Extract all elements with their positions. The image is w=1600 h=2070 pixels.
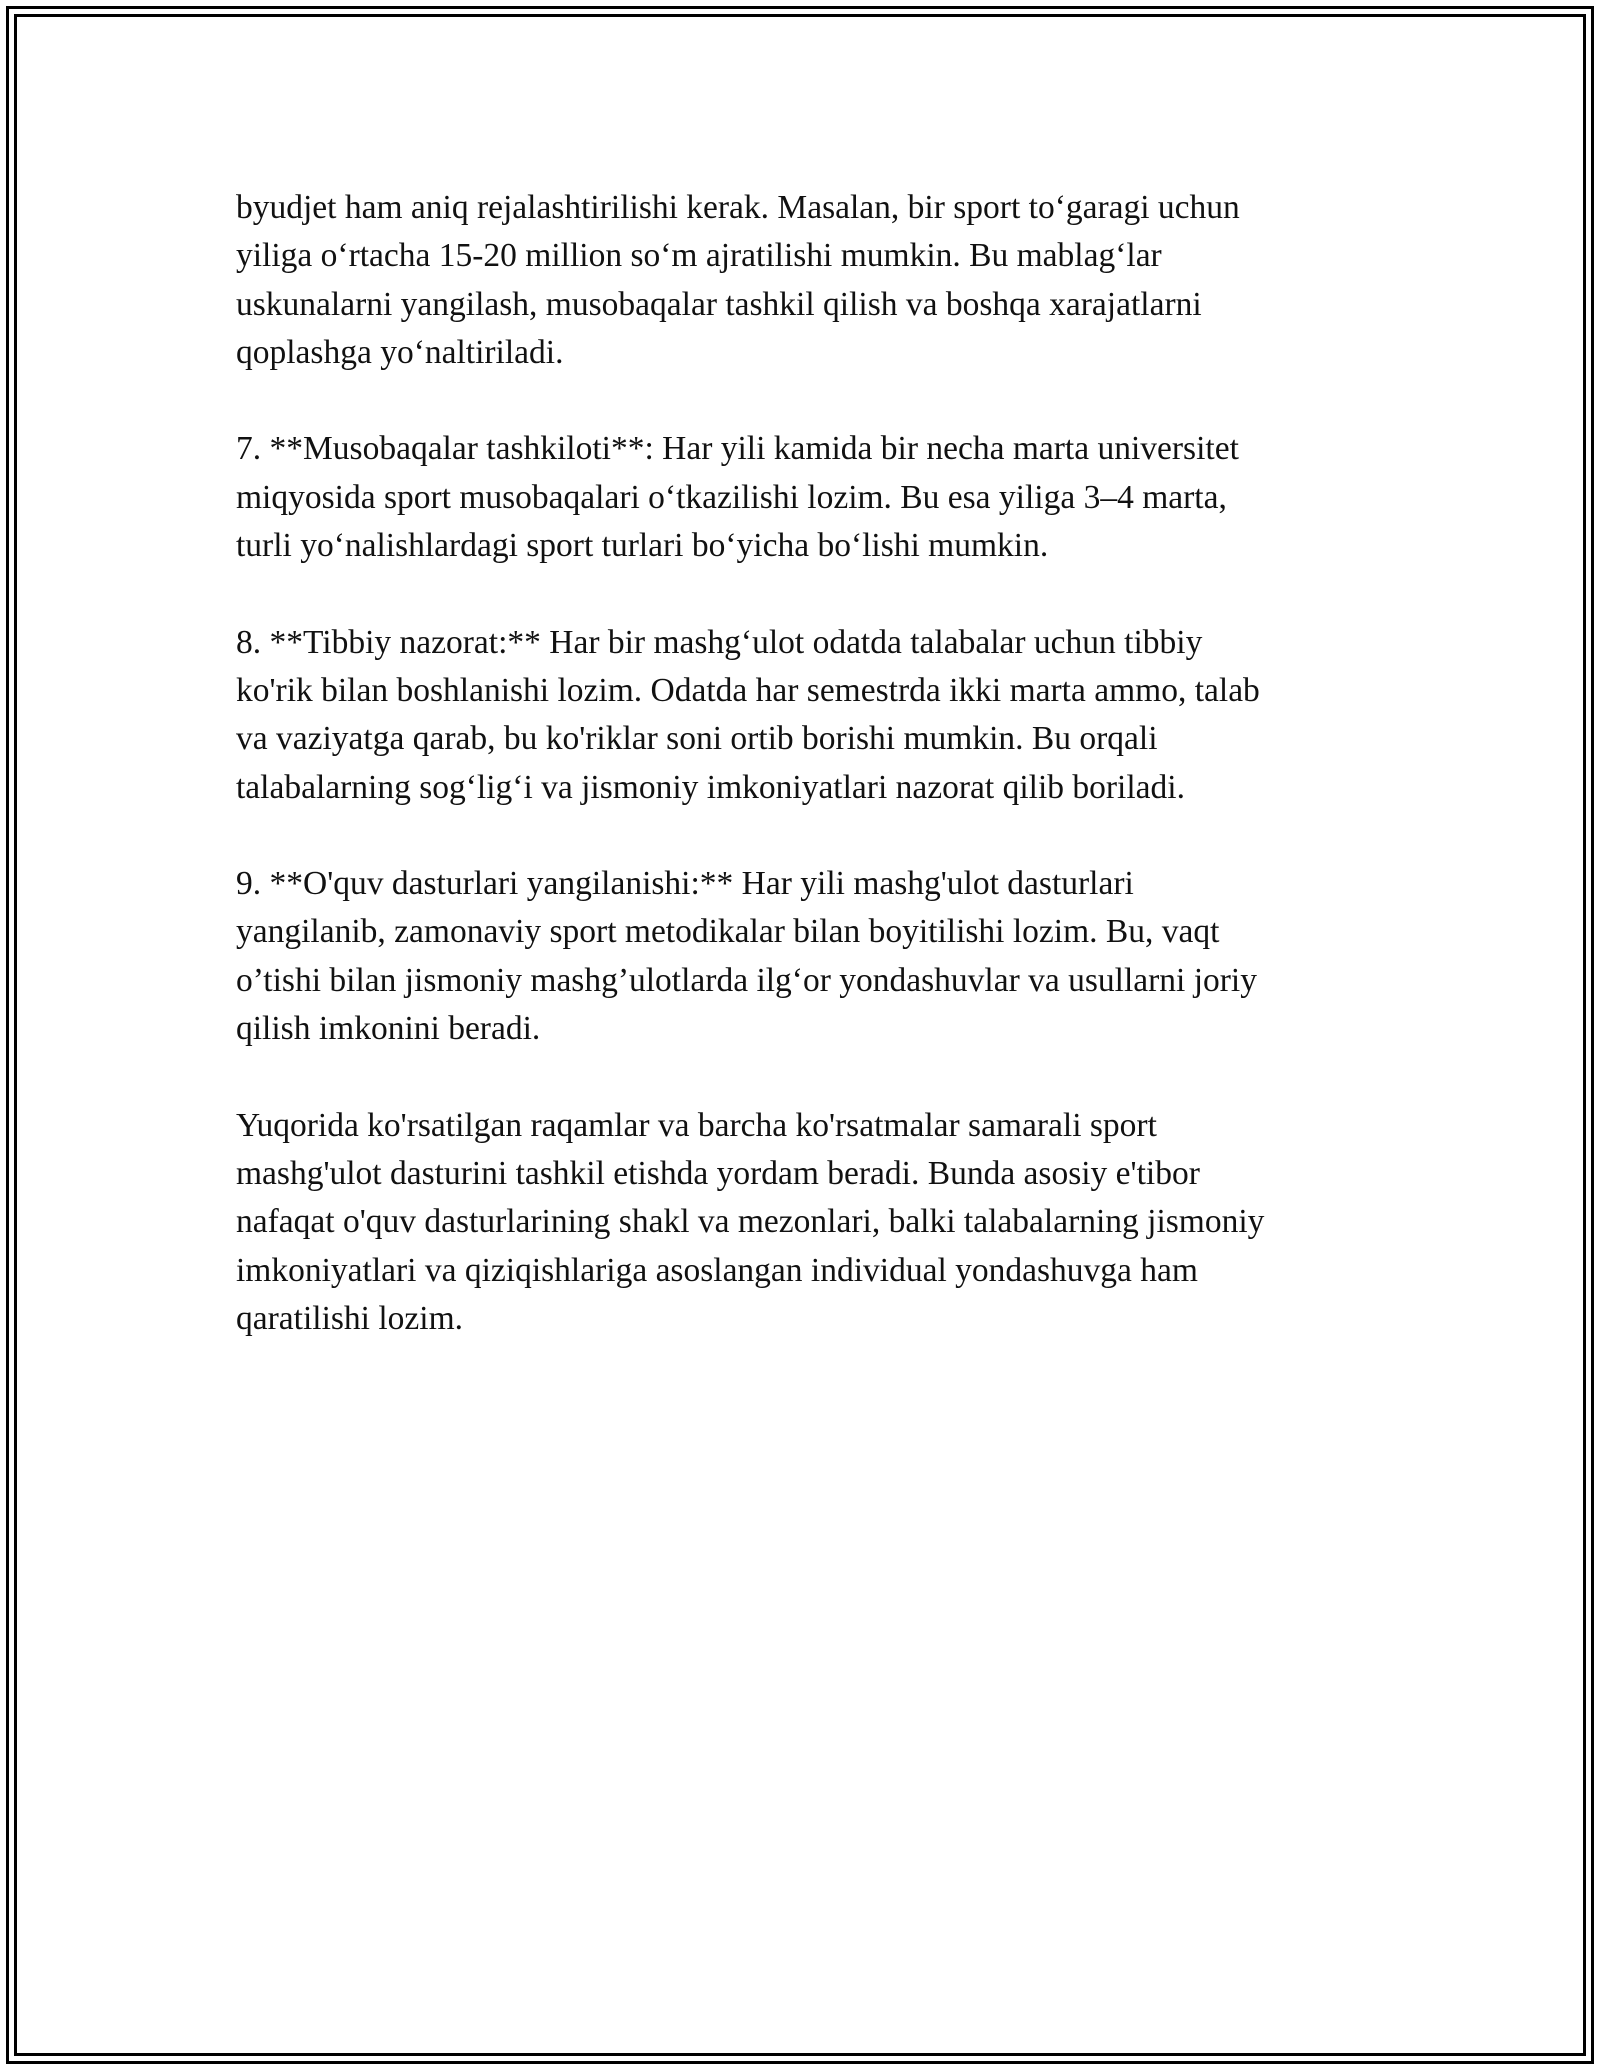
paragraph-curriculum-update: 9. **O'quv dasturlari yangilanishi:** Har yili mashg'ulot dasturlari yangilanib, zamonaviy sport metodikalar bilan boyitilishi lozim. Bu, vaqt o’tishi bilan jismoniy mashg’ulotlarda ilg‘or yondashuvlar va usullarni joriy qilish imkonini beradi. (236, 865, 1257, 1048)
document-body (236, 184, 1376, 1391)
paragraph-conclusion: Yuqorida ko'rsatilgan raqamlar va barcha ko'rsatmalar samarali sport mashg'ulot dasturini tashkil etishda yordam beradi. Bunda asosiy e'tibor nafaqat o'quv dasturlarining shakl va mezonlari, balki talabalarning jismoniy imkoniyatlari va qiziqishlariga asoslangan individual yondashuvga ham qaratilishi lozim. (236, 1106, 1265, 1337)
paragraph-medical-control: 8. **Tibbiy nazorat:** Har bir mashg‘ulot odatda talabalar uchun tibbiy ko'rik bilan boshlanishi lozim. Odatda har semestrda ikki marta ammo, talab va vaziyatga qarab, bu ko'riklar soni ortib borishi mumkin. Bu orqali talabalarning sog‘lig‘i va jismoniy imkoniyatlari nazorat qilib boriladi. (236, 623, 1260, 806)
paragraph-competitions: 7. **Musobaqalar tashkiloti**: Har yili kamida bir necha marta universitet miqyosida sport musobaqalari o‘tkazilishi lozim. Bu esa yiliga 3–4 marta, turli yo‘nalishlardagi sport turlari bo‘yicha bo‘lishi mumkin. (236, 430, 1239, 565)
paragraph-budget: byudjet ham aniq rejalashtirilishi kerak. Masalan, bir sport to‘garagi uchun yiliga o‘rtacha 15-20 million so‘m ajratilishi mumkin. Bu mablag‘lar uskunalarni yangilash, musobaqalar tashkil qilish va boshqa xarajatlarni qoplashga yo‘naltiriladi. (236, 189, 1240, 371)
